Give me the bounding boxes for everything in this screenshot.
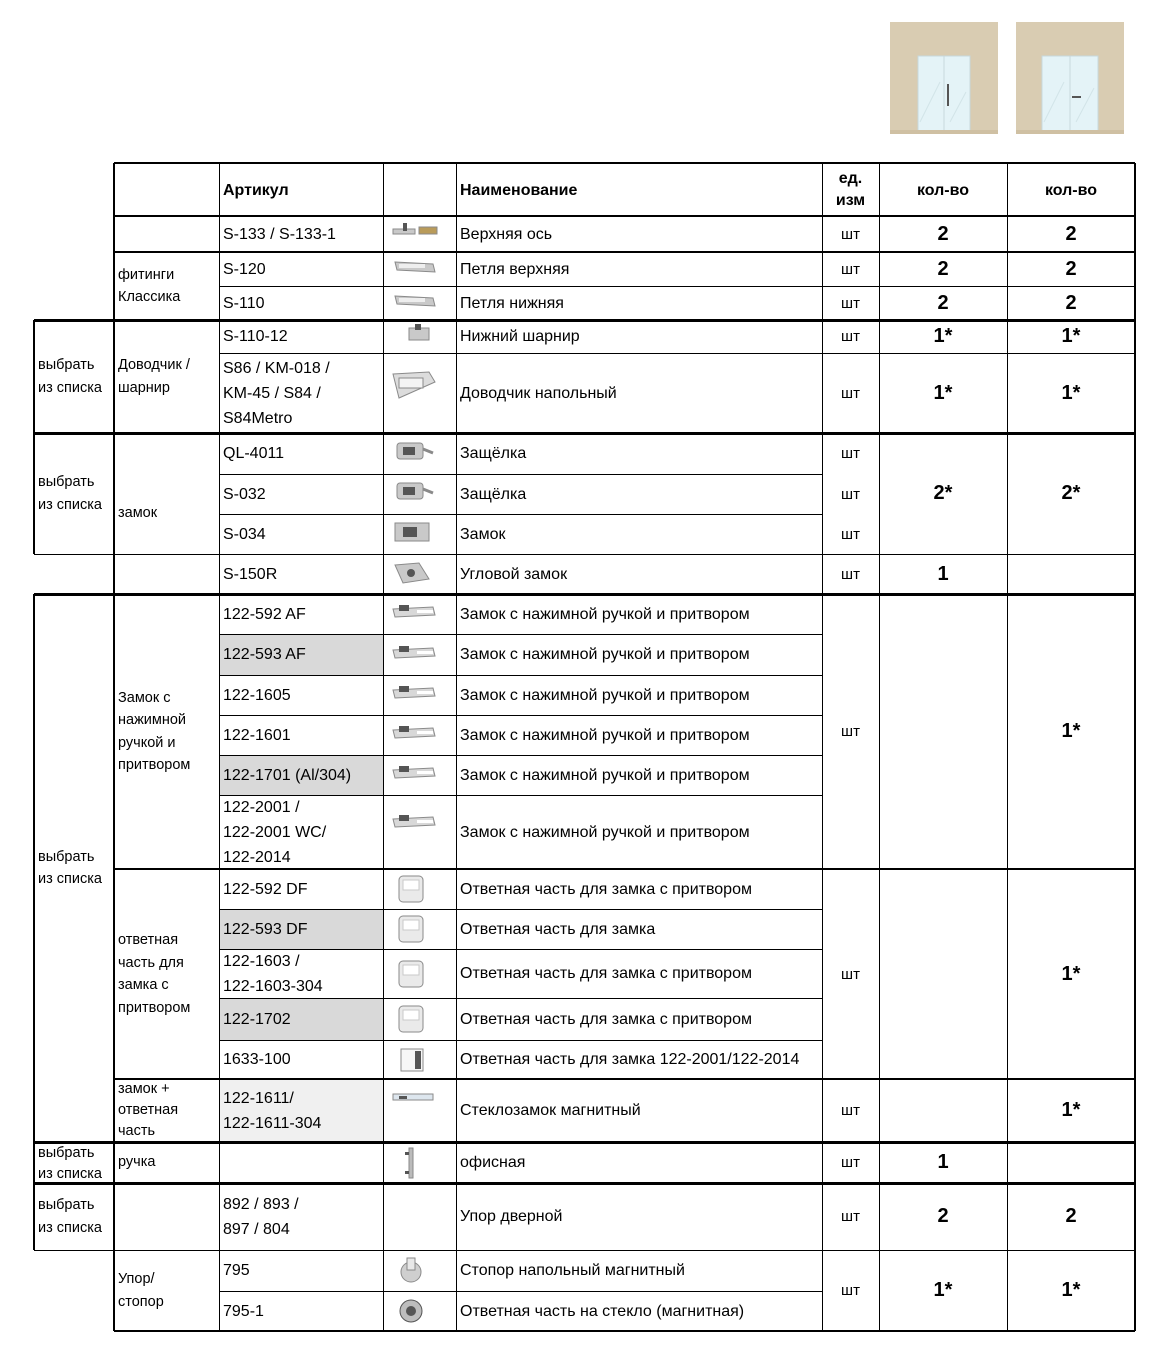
- qty-cell-2: 2: [1065, 291, 1077, 314]
- article-cell: [219, 1142, 383, 1183]
- qty-cell-2: 2: [1065, 257, 1077, 280]
- magnetic-lock-icon: [389, 1086, 439, 1120]
- unit-cell: шт: [841, 1154, 860, 1171]
- name-cell: Замок: [460, 525, 506, 543]
- single-door-lever-handle-image: [1016, 22, 1124, 134]
- unit-cell: шт: [841, 485, 860, 503]
- choose-from-list-label: выбрать из списка: [38, 474, 102, 513]
- single-door-pull-handle-image: [890, 22, 998, 134]
- article-cell: S-034: [223, 525, 266, 543]
- choose-from-list-label: выбрать из списка: [38, 357, 102, 396]
- name-cell: Угловой замок: [460, 565, 568, 583]
- unit-cell: шт: [841, 294, 860, 312]
- article-cell: S-032: [223, 485, 266, 503]
- strike-unit: шт: [841, 965, 860, 983]
- name-cell: Ответная часть для замка с притвором: [460, 1010, 752, 1028]
- group-label-handle: ручка: [118, 1154, 156, 1171]
- article-cell: 122-1601: [223, 726, 291, 744]
- name-cell: Петля нижняя: [460, 294, 564, 312]
- push-lock-icon: [389, 678, 439, 712]
- group-label-classic-fittings: фитинги Классика: [118, 266, 181, 305]
- strike-icon: [389, 872, 439, 906]
- header-unit: ед. изм: [835, 170, 866, 209]
- lock-qty-1: 2*: [933, 482, 953, 504]
- qty-cell-1: 2: [937, 257, 949, 280]
- unit-cell: шт: [841, 565, 860, 583]
- push-lock-unit: шт: [841, 723, 860, 740]
- floor-stopper-icon: [389, 1254, 439, 1288]
- unit-cell: шт: [841, 384, 860, 402]
- name-cell: Ответная часть для замка с притвором: [460, 965, 752, 982]
- article-cell: 122-1611/ 122-1611-304: [223, 1089, 322, 1132]
- name-cell: Замок с нажимной ручкой и притвором: [460, 823, 750, 841]
- header-name: Наименование: [460, 181, 578, 199]
- lock-qty-2: 2*: [1061, 482, 1081, 504]
- group-label-push-lock: Замок с нажимной ручкой и притвором: [118, 689, 191, 773]
- qty-cell-2: 1*: [1061, 381, 1081, 404]
- article-cell: S-110-12: [223, 328, 288, 345]
- qty-cell-1: 2: [937, 291, 949, 314]
- strike-icon: [389, 957, 439, 991]
- group-label-lock: замок: [118, 505, 158, 522]
- qty-cell-1: 1*: [933, 381, 953, 404]
- qty-cell-2: [1007, 554, 1135, 594]
- glass-strike-icon: [389, 1294, 439, 1328]
- unit-cell: шт: [841, 1102, 860, 1119]
- header-qty-2: кол-во: [1044, 181, 1098, 199]
- article-cell: 795-1: [223, 1302, 264, 1320]
- name-cell: Защёлка: [460, 485, 527, 503]
- name-cell: Петля верхняя: [460, 260, 570, 278]
- name-cell: Ответная часть для замка 122-2001/122-2014: [460, 1051, 800, 1068]
- qty-cell-1: [879, 1079, 1007, 1142]
- group-label-stopper: Упор/ стопор: [118, 1271, 164, 1310]
- qty-cell-2: 2: [1065, 222, 1077, 245]
- strike-icon: [389, 1002, 439, 1036]
- strike-icon: [389, 912, 439, 946]
- name-cell: Доводчик напольный: [460, 384, 617, 402]
- article-cell: 122-1702: [223, 1010, 291, 1028]
- name-cell: Упор дверной: [460, 1208, 563, 1225]
- name-cell: Ответная часть для замка с притвором: [460, 880, 752, 898]
- unit-cell: шт: [841, 328, 860, 345]
- qty-cell-1: 2: [937, 1205, 949, 1227]
- article-cell: S86 / KM-018 / KM-45 / S84 / S84Metro: [223, 359, 330, 427]
- unit-cell: шт: [841, 1208, 860, 1225]
- article-cell: 122-1603 / 122-1603-304: [223, 952, 323, 995]
- lock-icon: [389, 517, 439, 551]
- name-cell: Замок с нажимной ручкой и притвором: [460, 686, 750, 704]
- group-label-strike: ответная часть для замка с притвором: [118, 932, 191, 1016]
- grid-line-h: [114, 162, 219, 164]
- article-cell: S-120: [223, 260, 266, 278]
- name-cell: Ответная часть на стекло (магнитная): [460, 1302, 745, 1320]
- stopper-qty-2: 1*: [1061, 1279, 1081, 1301]
- corner-lock-icon: [389, 557, 439, 591]
- strike-qty-2: 1*: [1061, 962, 1081, 985]
- pull-handle-icon: [389, 1146, 439, 1180]
- choose-from-list-label: выбрать из списка: [38, 848, 102, 887]
- article-cell: QL-4011: [223, 445, 285, 462]
- name-cell: Стопор напольный магнитный: [460, 1262, 685, 1279]
- name-cell: Защёлка: [460, 445, 527, 462]
- push-lock-icon: [389, 758, 439, 792]
- group-label-lock-strike: замок + ответная часть: [118, 1081, 179, 1139]
- article-cell: 122-592 AF: [223, 605, 306, 623]
- header-qty-1: кол-во: [916, 181, 970, 199]
- article-cell: S-133 / S-133-1: [223, 225, 336, 243]
- unit-cell: шт: [841, 445, 860, 462]
- qty-cell-1: 1: [937, 562, 949, 585]
- push-lock-icon: [389, 807, 439, 841]
- stopper-qty-1: 1*: [933, 1279, 953, 1301]
- name-cell: Замок с нажимной ручкой и притвором: [460, 646, 750, 663]
- qty-cell-2: [1007, 1142, 1135, 1183]
- article-cell: 122-2001 / 122-2001 WC/ 122-2014: [223, 798, 327, 866]
- unit-cell: шт: [841, 260, 860, 278]
- latch-icon: [389, 477, 439, 511]
- bottom-hinge-icon: [389, 286, 439, 320]
- article-cell: 122-593 AF: [223, 646, 306, 663]
- header-article: Артикул: [223, 181, 289, 199]
- push-lock-icon: [389, 718, 439, 752]
- article-cell: 122-1605: [223, 686, 291, 704]
- article-cell: S-110: [223, 294, 265, 312]
- name-cell: Верхняя ось: [460, 225, 553, 243]
- stopper-unit: шт: [841, 1282, 860, 1299]
- choose-from-list-label: выбрать из списка: [38, 1145, 102, 1182]
- push-lock-qty-2: 1*: [1061, 720, 1081, 742]
- group-label-closer-hinge: Доводчик / шарнир: [118, 357, 190, 396]
- unit-cell: шт: [841, 525, 860, 543]
- name-cell: офисная: [460, 1154, 526, 1171]
- qty-cell-2: 1*: [1061, 325, 1081, 347]
- qty-cell-2: 1*: [1061, 1099, 1081, 1121]
- floor-closer-icon: [389, 368, 439, 402]
- name-cell: Замок с нажимной ручкой и притвором: [460, 726, 750, 744]
- qty-cell-1: 1: [937, 1151, 949, 1173]
- name-cell: Замок с нажимной ручкой и притвором: [460, 605, 750, 623]
- article-cell: 122-592 DF: [223, 880, 308, 898]
- name-cell: Стеклозамок магнитный: [460, 1102, 641, 1119]
- latch-icon: [389, 437, 439, 471]
- strike-box-icon: [389, 1043, 439, 1077]
- choose-from-list-label: выбрать из списка: [38, 1197, 102, 1236]
- article-cell: 122-593 DF: [223, 920, 308, 938]
- article-cell: S-150R: [223, 565, 278, 583]
- article-cell: 1633-100: [223, 1051, 291, 1068]
- article-cell: 122-1701 (Al/304): [223, 766, 352, 784]
- article-cell: 795: [223, 1262, 250, 1279]
- qty-cell-2: 2: [1065, 1205, 1077, 1227]
- name-cell: Ответная часть для замка: [460, 920, 656, 938]
- top-hinge-icon: [389, 252, 439, 286]
- bottom-pivot-icon: [389, 320, 439, 354]
- grid-line-v: [383, 163, 384, 1331]
- push-lock-icon: [389, 597, 439, 631]
- unit-cell: шт: [841, 225, 860, 243]
- article-cell: 892 / 893 / 897 / 804: [223, 1195, 299, 1238]
- name-cell: Замок с нажимной ручкой и притвором: [460, 766, 750, 784]
- qty-cell-1: 2: [937, 222, 949, 245]
- top-pivot-icon: [389, 217, 439, 251]
- qty-cell-1: 1*: [933, 325, 953, 347]
- name-cell: Нижний шарнир: [460, 328, 580, 345]
- push-lock-icon: [389, 638, 439, 672]
